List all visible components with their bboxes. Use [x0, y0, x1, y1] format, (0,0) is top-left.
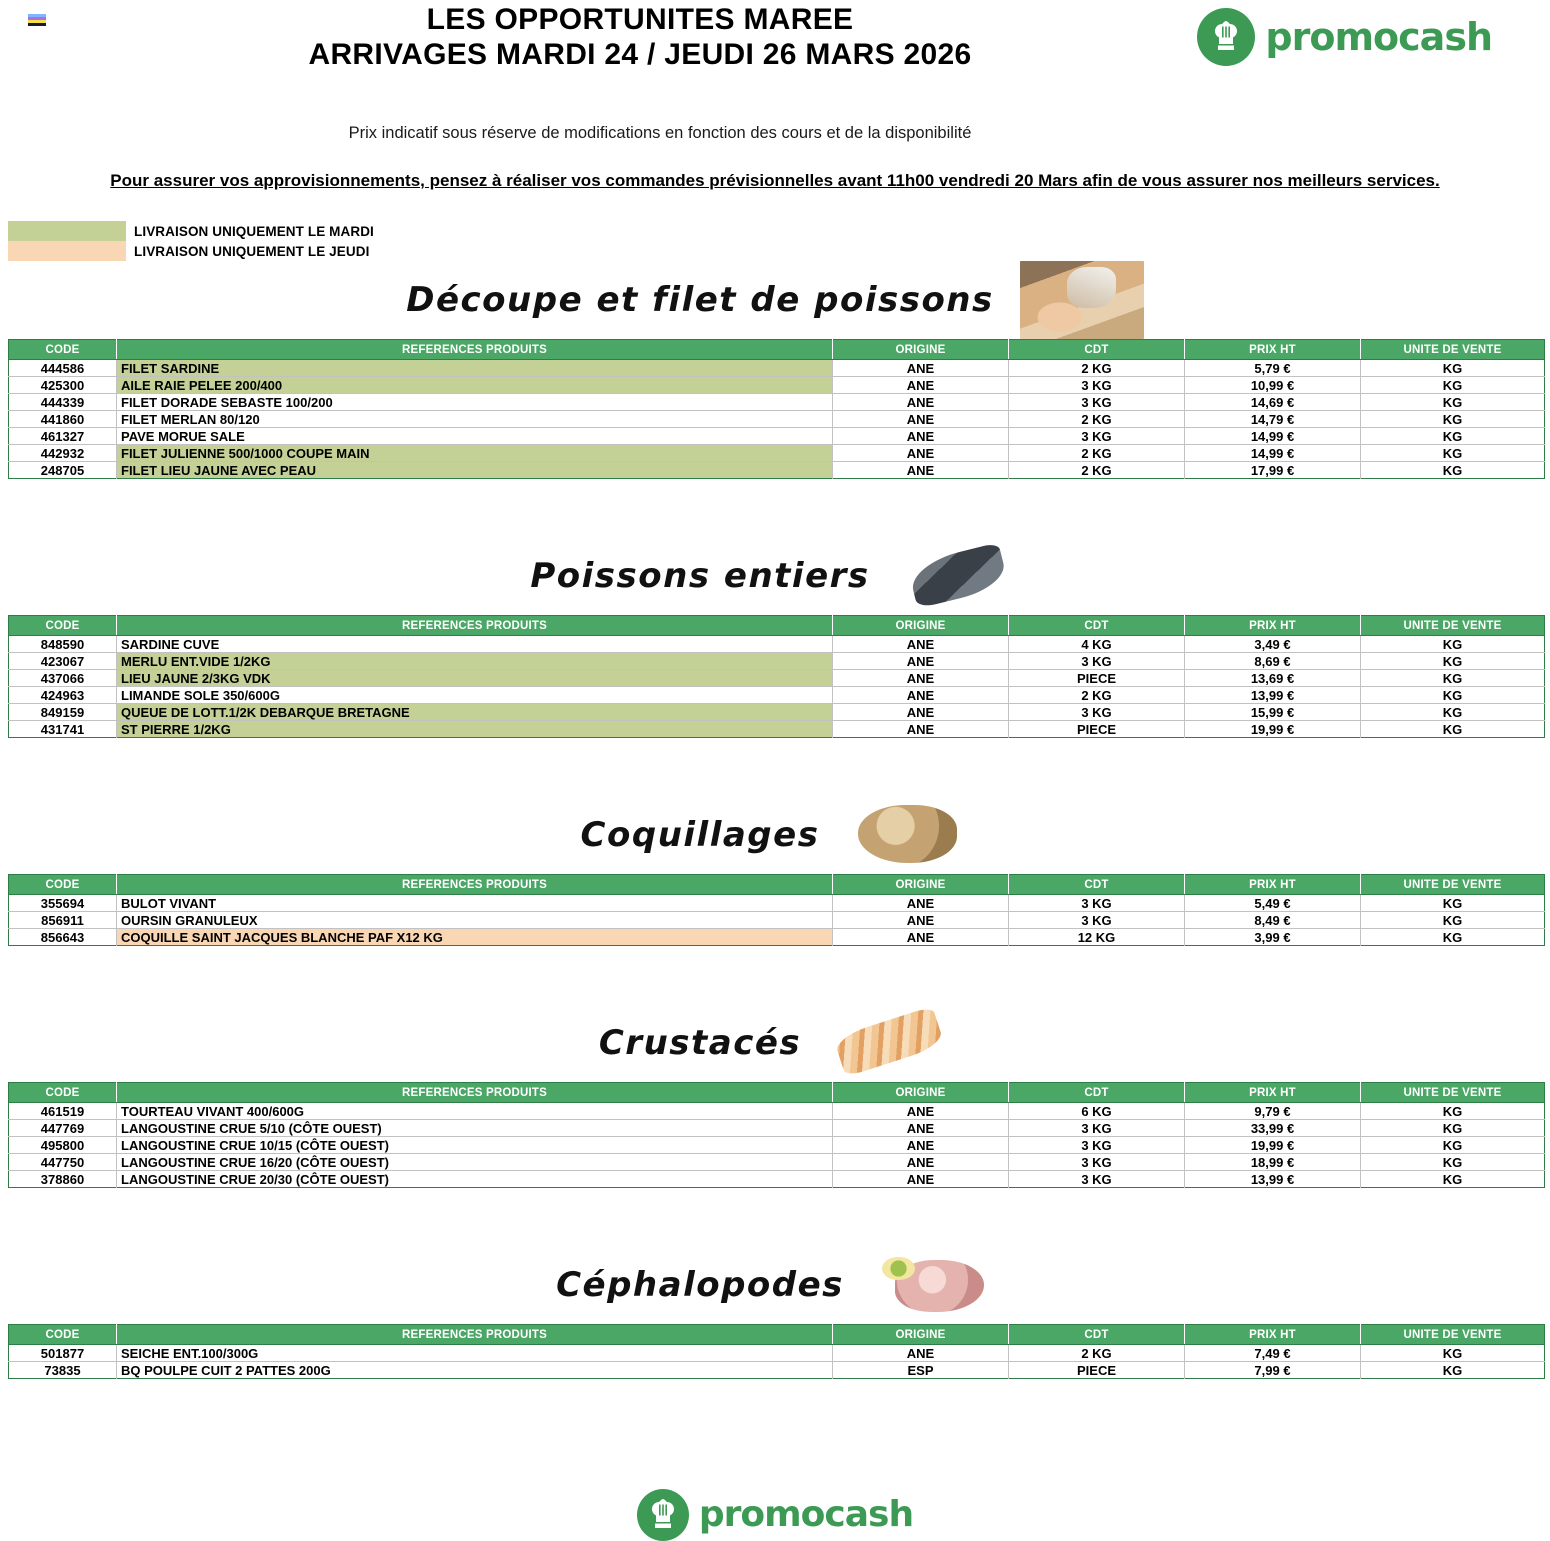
section-spacer	[0, 1188, 1550, 1246]
cell-unite: KG	[1361, 1103, 1545, 1120]
col-references: REFERENCES PRODUITS	[117, 1083, 833, 1103]
cell-cdt: 2 KG	[1009, 462, 1185, 479]
cell-cdt: 2 KG	[1009, 411, 1185, 428]
page-header	[0, 0, 1550, 84]
cell-code: 73835	[9, 1362, 117, 1379]
cell-unite: KG	[1361, 636, 1545, 653]
cell-prix: 7,99 €	[1185, 1362, 1361, 1379]
cell-cdt: 3 KG	[1009, 1120, 1185, 1137]
cell-code: 248705	[9, 462, 117, 479]
section-spacer	[0, 946, 1550, 1004]
cell-code: 447769	[9, 1120, 117, 1137]
cell-prix: 8,69 €	[1185, 653, 1361, 670]
cell-code: 849159	[9, 704, 117, 721]
table-row	[9, 912, 1545, 929]
cell-code: 447750	[9, 1154, 117, 1171]
col-code: CODE	[9, 1083, 117, 1103]
section-heading	[0, 1246, 1550, 1324]
table-row	[9, 670, 1545, 687]
cell-unite: KG	[1442, 1362, 1463, 1378]
section-5	[0, 1246, 1550, 1437]
cell-reference: FILET LIEU JAUNE AVEC PEAU	[117, 462, 833, 479]
table-row	[9, 653, 1545, 670]
cell-unite: KG	[1361, 1154, 1545, 1171]
cell-origine: ANE	[833, 670, 1009, 687]
brand-logo-footer	[0, 1489, 1550, 1541]
col-origine: ORIGINE	[833, 1083, 1009, 1103]
cell-origine: ANE	[833, 1154, 1009, 1171]
cell-unite: KG	[1361, 1345, 1545, 1362]
col-origine: ORIGINE	[833, 340, 1009, 360]
section-heading	[0, 537, 1550, 615]
title-line-2: ARRIVAGES MARDI 24 / JEUDI 26 MARS 2026	[308, 38, 972, 72]
section-title: Crustacés	[598, 1023, 802, 1063]
product-sections	[0, 261, 1550, 1437]
cell-code: 856911	[9, 912, 117, 929]
table-row	[9, 428, 1545, 445]
cell-cdt: 12 KG	[1009, 929, 1185, 946]
title-line-1: LES OPPORTUNITES MAREE	[426, 3, 854, 36]
cell-cdt: PIECE	[1009, 721, 1185, 738]
cell-origine: ANE	[833, 360, 1009, 377]
table-row	[9, 704, 1545, 721]
cell-code: 444586	[9, 360, 117, 377]
cell-unite: KG	[1361, 912, 1545, 929]
section-title: Poissons entiers	[530, 556, 870, 596]
section-spacer	[0, 1379, 1550, 1437]
cell-origine: ANE	[833, 1103, 1009, 1120]
table-row	[9, 411, 1545, 428]
cell-code: 441860	[9, 411, 117, 428]
col-origine: ORIGINE	[833, 616, 1009, 636]
col-prix: PRIX HT	[1185, 875, 1361, 895]
section-heading	[0, 796, 1550, 874]
col-references: REFERENCES PRODUITS	[117, 616, 833, 636]
col-cdt: CDT	[1009, 616, 1185, 636]
cell-code: 461519	[9, 1103, 117, 1120]
cell-unite: KG	[1361, 704, 1545, 721]
cell-cdt: 3 KG	[1009, 653, 1185, 670]
section-title: Découpe et filet de poissons	[406, 280, 994, 320]
price-table	[8, 1082, 1545, 1188]
cell-code: 501877	[9, 1345, 117, 1362]
cell-cdt: 3 KG	[1009, 394, 1185, 411]
cell-prix: 14,99 €	[1185, 428, 1361, 445]
legend-label-jeudi: LIVRAISON UNIQUEMENT LE JEUDI	[134, 243, 370, 259]
cell-unite: KG	[1442, 929, 1463, 945]
cell-origine: ANE	[833, 687, 1009, 704]
table-header-row	[9, 875, 1545, 895]
cell-unite: KG	[1361, 670, 1545, 687]
cell-reference: LIEU JAUNE 2/3KG VDK	[117, 670, 833, 687]
cell-origine: ANE	[833, 428, 1009, 445]
chef-hat-icon-footer	[637, 1489, 689, 1541]
table-row	[9, 929, 1545, 946]
table-row	[9, 445, 1545, 462]
price-table	[8, 874, 1545, 946]
cell-unite: KG	[1361, 394, 1545, 411]
cell-unite: KG	[1361, 445, 1545, 462]
chef-hat-icon	[1197, 8, 1255, 66]
table-header-row	[9, 616, 1545, 636]
cell-origine: ANE	[833, 1137, 1009, 1154]
cell-cdt: 3 KG	[1009, 1154, 1185, 1171]
table-row	[9, 394, 1545, 411]
cell-prix: 7,49 €	[1185, 1345, 1361, 1362]
cell-origine: ANE	[833, 721, 1009, 738]
cell-cdt: 3 KG	[1009, 1171, 1185, 1188]
price-disclaimer: Prix indicatif sous réserve de modifications en fonction des cours et de la disponibilité	[348, 124, 972, 142]
cell-reference: AILE RAIE PELEE 200/400	[117, 377, 833, 394]
table-row	[9, 462, 1545, 479]
col-prix: PRIX HT	[1185, 616, 1361, 636]
cell-code: 437066	[9, 670, 117, 687]
cell-unite: KG	[1361, 653, 1545, 670]
cell-unite: KG	[1361, 687, 1545, 704]
section-title: Coquillages	[580, 815, 820, 855]
cell-cdt: 4 KG	[1009, 636, 1185, 653]
table-row	[9, 636, 1545, 653]
cell-code: 425300	[9, 377, 117, 394]
cell-unite: KG	[1361, 1137, 1545, 1154]
table-row	[9, 1171, 1545, 1188]
cell-reference: LANGOUSTINE CRUE 5/10 (CÔTE OUEST)	[117, 1120, 833, 1137]
cell-cdt: 3 KG	[1009, 912, 1185, 929]
cell-reference: LANGOUSTINE CRUE 10/15 (CÔTE OUEST)	[117, 1137, 833, 1154]
cell-unite: KG	[1361, 895, 1545, 912]
cell-cdt: 3 KG	[1009, 1137, 1185, 1154]
cell-origine: ANE	[833, 895, 1009, 912]
cell-reference: FILET JULIENNE 500/1000 COUPE MAIN	[117, 445, 833, 462]
section-1	[0, 261, 1550, 537]
cell-code: 431741	[9, 721, 117, 738]
cell-origine: ANE	[833, 394, 1009, 411]
cell-reference: FILET DORADE SEBASTE 100/200	[117, 394, 833, 411]
col-cdt: CDT	[1009, 875, 1185, 895]
legend-label-mardi: LIVRAISON UNIQUEMENT LE MARDI	[134, 223, 374, 239]
cell-reference: SARDINE CUVE	[117, 636, 833, 653]
cell-cdt: 3 KG	[1009, 895, 1185, 912]
cell-cdt: 2 KG	[1009, 445, 1185, 462]
section-title: Céphalopodes	[556, 1265, 844, 1305]
cell-code: 856643	[9, 929, 117, 946]
cell-reference: SEICHE ENT.100/300G	[117, 1345, 833, 1362]
section-heading	[0, 261, 1550, 339]
legend-item-mardi	[8, 221, 1550, 241]
legend-item-jeudi	[8, 241, 1550, 261]
cell-prix: 3,49 €	[1185, 636, 1361, 653]
col-code: CODE	[9, 1325, 117, 1345]
cell-prix: 19,99 €	[1185, 721, 1361, 738]
table-header-row	[9, 1083, 1545, 1103]
langoustine-photo	[827, 1004, 951, 1082]
section-spacer	[0, 738, 1550, 796]
cell-prix: 14,79 €	[1185, 411, 1361, 428]
cell-prix: 9,79 €	[1185, 1103, 1361, 1120]
table-row	[9, 721, 1545, 738]
col-unite: UNITE DE VENTE	[1361, 875, 1545, 895]
cell-origine: ANE	[833, 653, 1009, 670]
table-row	[9, 1345, 1545, 1362]
brand-wordmark: promocash	[1265, 15, 1492, 59]
table-header-row	[9, 340, 1545, 360]
cell-origine: ANE	[833, 411, 1009, 428]
table-row	[9, 1154, 1545, 1171]
cell-cdt: 2 KG	[1009, 360, 1185, 377]
col-prix: PRIX HT	[1185, 1083, 1361, 1103]
cell-unite: KG	[1442, 462, 1463, 478]
cell-origine: ESP	[833, 1362, 1009, 1379]
col-cdt: CDT	[1009, 1083, 1185, 1103]
cell-code: 495800	[9, 1137, 117, 1154]
cell-code: 378860	[9, 1171, 117, 1188]
table-row	[9, 687, 1545, 704]
cell-reference: OURSIN GRANULEUX	[117, 912, 833, 929]
cell-cdt: PIECE	[1009, 670, 1185, 687]
table-header-row	[9, 1325, 1545, 1345]
cell-reference: LANGOUSTINE CRUE 16/20 (CÔTE OUEST)	[117, 1154, 833, 1171]
col-cdt: CDT	[1009, 340, 1185, 360]
cell-unite: KG	[1361, 1120, 1545, 1137]
octopus-photo	[870, 1246, 994, 1324]
cell-prix: 14,69 €	[1185, 394, 1361, 411]
col-prix: PRIX HT	[1185, 340, 1361, 360]
cell-reference: TOURTEAU VIVANT 400/600G	[117, 1103, 833, 1120]
cell-reference: ST PIERRE 1/2KG	[117, 721, 833, 738]
col-unite: UNITE DE VENTE	[1361, 340, 1545, 360]
cell-prix: 5,49 €	[1185, 895, 1361, 912]
cell-origine: ANE	[833, 377, 1009, 394]
cell-origine: ANE	[833, 929, 1009, 946]
cell-unite: KG	[1442, 1171, 1463, 1187]
cell-origine: ANE	[833, 636, 1009, 653]
cell-cdt: PIECE	[1009, 1362, 1185, 1379]
col-unite: UNITE DE VENTE	[1361, 1083, 1545, 1103]
cell-origine: ANE	[833, 1120, 1009, 1137]
chef-hat-glyph-footer	[648, 1498, 678, 1532]
cell-cdt: 3 KG	[1009, 428, 1185, 445]
cell-reference: BULOT VIVANT	[117, 895, 833, 912]
brand-wordmark-footer: promocash	[698, 1494, 914, 1535]
cell-prix: 3,99 €	[1185, 929, 1361, 946]
cell-prix: 5,79 €	[1185, 360, 1361, 377]
col-references: REFERENCES PRODUITS	[117, 1325, 833, 1345]
legend-swatch-mardi	[8, 221, 126, 241]
cell-unite: KG	[1361, 428, 1545, 445]
whole-fish-photo	[896, 537, 1020, 615]
cell-unite: KG	[1361, 377, 1545, 394]
cell-prix: 13,69 €	[1185, 670, 1361, 687]
col-references: REFERENCES PRODUITS	[117, 875, 833, 895]
cell-origine: ANE	[833, 1171, 1009, 1188]
cell-prix: 18,99 €	[1185, 1154, 1361, 1171]
price-table	[8, 1324, 1545, 1379]
cell-prix: 14,99 €	[1185, 445, 1361, 462]
cell-code: 461327	[9, 428, 117, 445]
cell-prix: 15,99 €	[1185, 704, 1361, 721]
delivery-legend	[8, 221, 1550, 261]
cell-code: 423067	[9, 653, 117, 670]
section-2	[0, 537, 1550, 796]
col-unite: UNITE DE VENTE	[1361, 1325, 1545, 1345]
cell-reference: PAVE MORUE SALE	[117, 428, 833, 445]
cell-reference: QUEUE DE LOTT.1/2K DEBARQUE BRETAGNE	[117, 704, 833, 721]
cell-prix: 13,99 €	[1185, 1171, 1361, 1188]
cell-reference: MERLU ENT.VIDE 1/2KG	[117, 653, 833, 670]
cell-reference: FILET SARDINE	[117, 360, 833, 377]
col-unite: UNITE DE VENTE	[1361, 616, 1545, 636]
cell-cdt: 2 KG	[1009, 1345, 1185, 1362]
cell-origine: ANE	[833, 445, 1009, 462]
cell-cdt: 3 KG	[1009, 704, 1185, 721]
section-4	[0, 1004, 1550, 1246]
cell-code: 424963	[9, 687, 117, 704]
section-heading	[0, 1004, 1550, 1082]
cell-prix: 10,99 €	[1185, 377, 1361, 394]
col-code: CODE	[9, 340, 117, 360]
cell-cdt: 3 KG	[1009, 377, 1185, 394]
cell-cdt: 6 KG	[1009, 1103, 1185, 1120]
cell-origine: ANE	[833, 912, 1009, 929]
cell-reference: FILET MERLAN 80/120	[117, 411, 833, 428]
col-code: CODE	[9, 875, 117, 895]
cell-reference: LIMANDE SOLE 350/600G	[117, 687, 833, 704]
chef-hat-glyph	[1211, 20, 1241, 54]
table-row	[9, 360, 1545, 377]
cell-reference: LANGOUSTINE CRUE 20/30 (CÔTE OUEST)	[117, 1171, 833, 1188]
cell-prix: 17,99 €	[1185, 462, 1361, 479]
col-prix: PRIX HT	[1185, 1325, 1361, 1345]
cell-unite: KG	[1361, 360, 1545, 377]
section-3	[0, 796, 1550, 1004]
cell-code: 355694	[9, 895, 117, 912]
table-row	[9, 1120, 1545, 1137]
cell-code: 444339	[9, 394, 117, 411]
cell-prix: 13,99 €	[1185, 687, 1361, 704]
col-references: REFERENCES PRODUITS	[117, 340, 833, 360]
cell-origine: ANE	[833, 462, 1009, 479]
section-spacer	[0, 479, 1550, 537]
price-table	[8, 339, 1545, 479]
table-row	[9, 895, 1545, 912]
col-code: CODE	[9, 616, 117, 636]
cell-origine: ANE	[833, 1345, 1009, 1362]
col-origine: ORIGINE	[833, 1325, 1009, 1345]
legend-swatch-jeudi	[8, 241, 126, 261]
cell-cdt: 2 KG	[1009, 687, 1185, 704]
cell-prix: 33,99 €	[1185, 1120, 1361, 1137]
price-table	[8, 615, 1545, 738]
order-deadline-notice: Pour assurer vos approvisionnements, pensez à réaliser vos commandes prévisionnelles avant 11h00 vendredi 20 Mars afin de vous assurer nos meilleurs services.	[110, 171, 1440, 190]
cell-origine: ANE	[833, 704, 1009, 721]
col-cdt: CDT	[1009, 1325, 1185, 1345]
table-row	[9, 377, 1545, 394]
cell-prix: 8,49 €	[1185, 912, 1361, 929]
table-row	[9, 1362, 1545, 1379]
shellfish-photo	[845, 796, 969, 874]
cell-unite: KG	[1361, 411, 1545, 428]
table-row	[9, 1103, 1545, 1120]
cell-reference: COQUILLE SAINT JACQUES BLANCHE PAF X12 KG	[117, 929, 833, 946]
cell-unite: KG	[1442, 721, 1463, 737]
cell-prix: 19,99 €	[1185, 1137, 1361, 1154]
col-origine: ORIGINE	[833, 875, 1009, 895]
cell-code: 442932	[9, 445, 117, 462]
table-row	[9, 1137, 1545, 1154]
cell-reference: BQ POULPE CUIT 2 PATTES 200G	[117, 1362, 833, 1379]
brand-logo-header	[1197, 8, 1492, 66]
fish-filleting-photo	[1020, 261, 1144, 339]
cell-code: 848590	[9, 636, 117, 653]
